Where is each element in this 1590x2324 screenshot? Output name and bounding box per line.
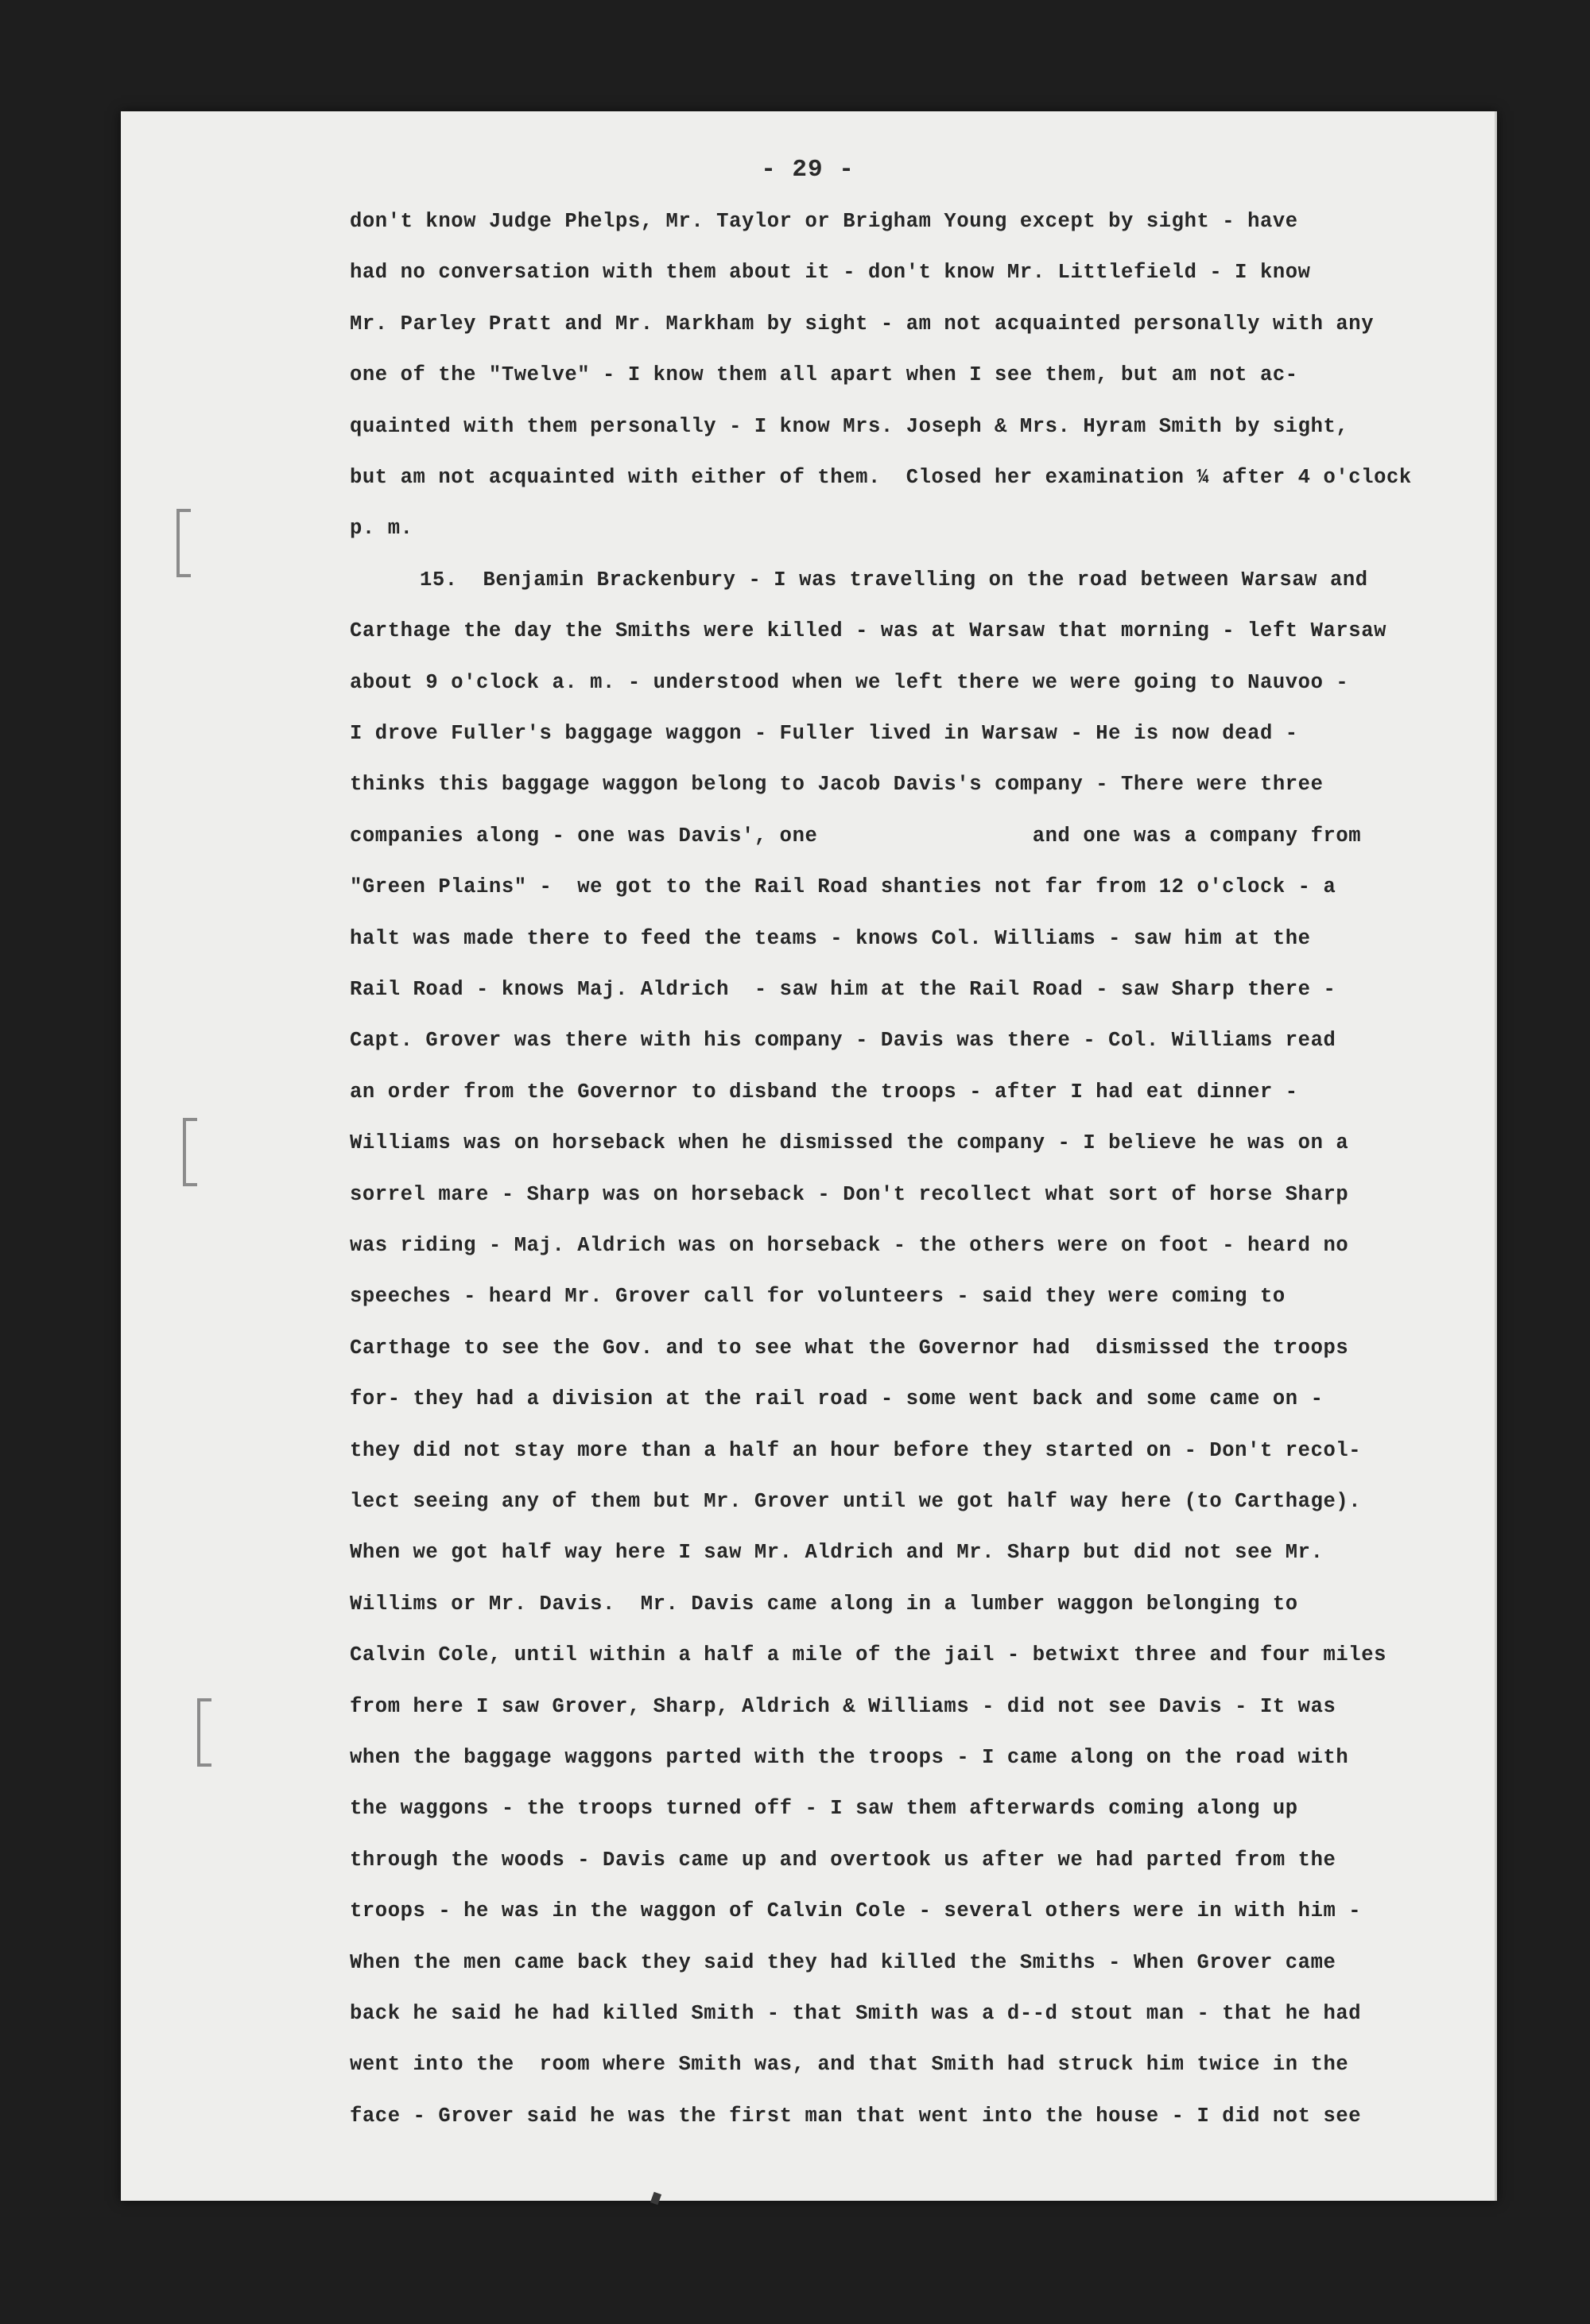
text-line: p. m. bbox=[350, 517, 413, 541]
text-line: through the woods - Davis came up and overtook us after we had parted from the bbox=[350, 1848, 1336, 1872]
text-line: about 9 o'clock a. m. - understood when we left there we were going to Nauvoo - bbox=[350, 670, 1349, 694]
text-line: was riding - Maj. Aldrich was on horseback - the others were on foot - heard no bbox=[350, 1234, 1349, 1257]
text-line: sorrel mare - Sharp was on horseback - Don't recollect what sort of horse Sharp bbox=[350, 1182, 1349, 1206]
text-line: they did not stay more than a half an hour before they started on - Don't recol- bbox=[350, 1438, 1362, 1462]
text-line: from here I saw Grover, Sharp, Aldrich & Williams - did not see Davis - It was bbox=[350, 1694, 1336, 1718]
text-line: When the men came back they said they had killed the Smiths - When Grover came bbox=[350, 1950, 1336, 1974]
text-line: Mr. Parley Pratt and Mr. Markham by sight - am not acquainted personally with any bbox=[350, 312, 1375, 336]
margin-bracket-mark bbox=[183, 1118, 197, 1186]
text-line: quainted with them personally - I know Mrs. Joseph & Mrs. Hyram Smith by sight, bbox=[350, 414, 1349, 438]
text-line: Capt. Grover was there with his company - Davis was there - Col. Williams read bbox=[350, 1029, 1336, 1053]
text-line: speeches - heard Mr. Grover call for volunteers - said they were coming to bbox=[350, 1285, 1286, 1309]
margin-bracket-mark bbox=[176, 509, 191, 577]
text-line: "Green Plains" - we got to the Rail Road shanties not far from 12 o'clock - a bbox=[350, 875, 1336, 899]
document-page bbox=[121, 111, 1497, 2201]
text-line: back he said he had killed Smith - that Smith was a d--d stout man - that he had bbox=[350, 2002, 1362, 2025]
text-line: one of the "Twelve" - I know them all apart when I see them, but am not ac- bbox=[350, 363, 1298, 387]
text-line: the waggons - the troops turned off - I saw them afterwards coming along up bbox=[350, 1797, 1298, 1821]
text-line: troops - he was in the waggon of Calvin Cole - several others were in with him - bbox=[350, 1899, 1362, 1923]
text-line: halt was made there to feed the teams - knows Col. Williams - saw him at the bbox=[350, 926, 1311, 950]
text-line: When we got half way here I saw Mr. Aldrich and Mr. Sharp but did not see Mr. bbox=[350, 1541, 1324, 1565]
text-line: Carthage the day the Smiths were killed - was at Warsaw that morning - left Warsaw bbox=[350, 619, 1387, 643]
document-text bbox=[121, 111, 1495, 2201]
text-line: Carthage to see the Gov. and to see what the Governor had dismissed the troops bbox=[350, 1336, 1349, 1360]
text-line: went into the room where Smith was, and that Smith had struck him twice in the bbox=[350, 2053, 1349, 2077]
text-line: an order from the Governor to disband the troops - after I had eat dinner - bbox=[350, 1080, 1298, 1104]
text-line: Calvin Cole, until within a half a mile of the jail - betwixt three and four miles bbox=[350, 1643, 1387, 1667]
text-line: for- they had a division at the rail road - some went back and some came on - bbox=[350, 1387, 1324, 1411]
text-line: when the baggage waggons parted with the troops - I came along on the road with bbox=[350, 1746, 1349, 1769]
text-line: thinks this baggage waggon belong to Jacob Davis's company - There were three bbox=[350, 773, 1324, 797]
text-line: Williams was on horseback when he dismissed the company - I believe he was on a bbox=[350, 1131, 1349, 1155]
text-line: had no conversation with them about it - don't know Mr. Littlefield - I know bbox=[350, 261, 1311, 285]
text-line: Willims or Mr. Davis. Mr. Davis came along in a lumber waggon belonging to bbox=[350, 1592, 1298, 1616]
text-line: companies along - one was Davis', one and one was a company from bbox=[350, 824, 1362, 848]
text-line: I drove Fuller's baggage waggon - Fuller lived in Warsaw - He is now dead - bbox=[350, 722, 1298, 745]
text-line: Rail Road - knows Maj. Aldrich - saw him at the Rail Road - saw Sharp there - bbox=[350, 978, 1336, 1001]
text-line: but am not acquainted with either of them. Closed her examination ¼ after 4 o'clock bbox=[350, 466, 1412, 489]
text-line: 15. Benjamin Brackenbury - I was travelling on the road between Warsaw and bbox=[420, 568, 1368, 592]
page-number: - 29 - bbox=[761, 156, 855, 184]
text-line: lect seeing any of them but Mr. Grover until we got half way here (to Carthage). bbox=[350, 1490, 1362, 1513]
text-line: don't know Judge Phelps, Mr. Taylor or Brigham Young except by sight - have bbox=[350, 210, 1298, 233]
text-line: face - Grover said he was the first man that went into the house - I did not see bbox=[350, 2104, 1362, 2128]
margin-bracket-mark bbox=[197, 1698, 211, 1767]
